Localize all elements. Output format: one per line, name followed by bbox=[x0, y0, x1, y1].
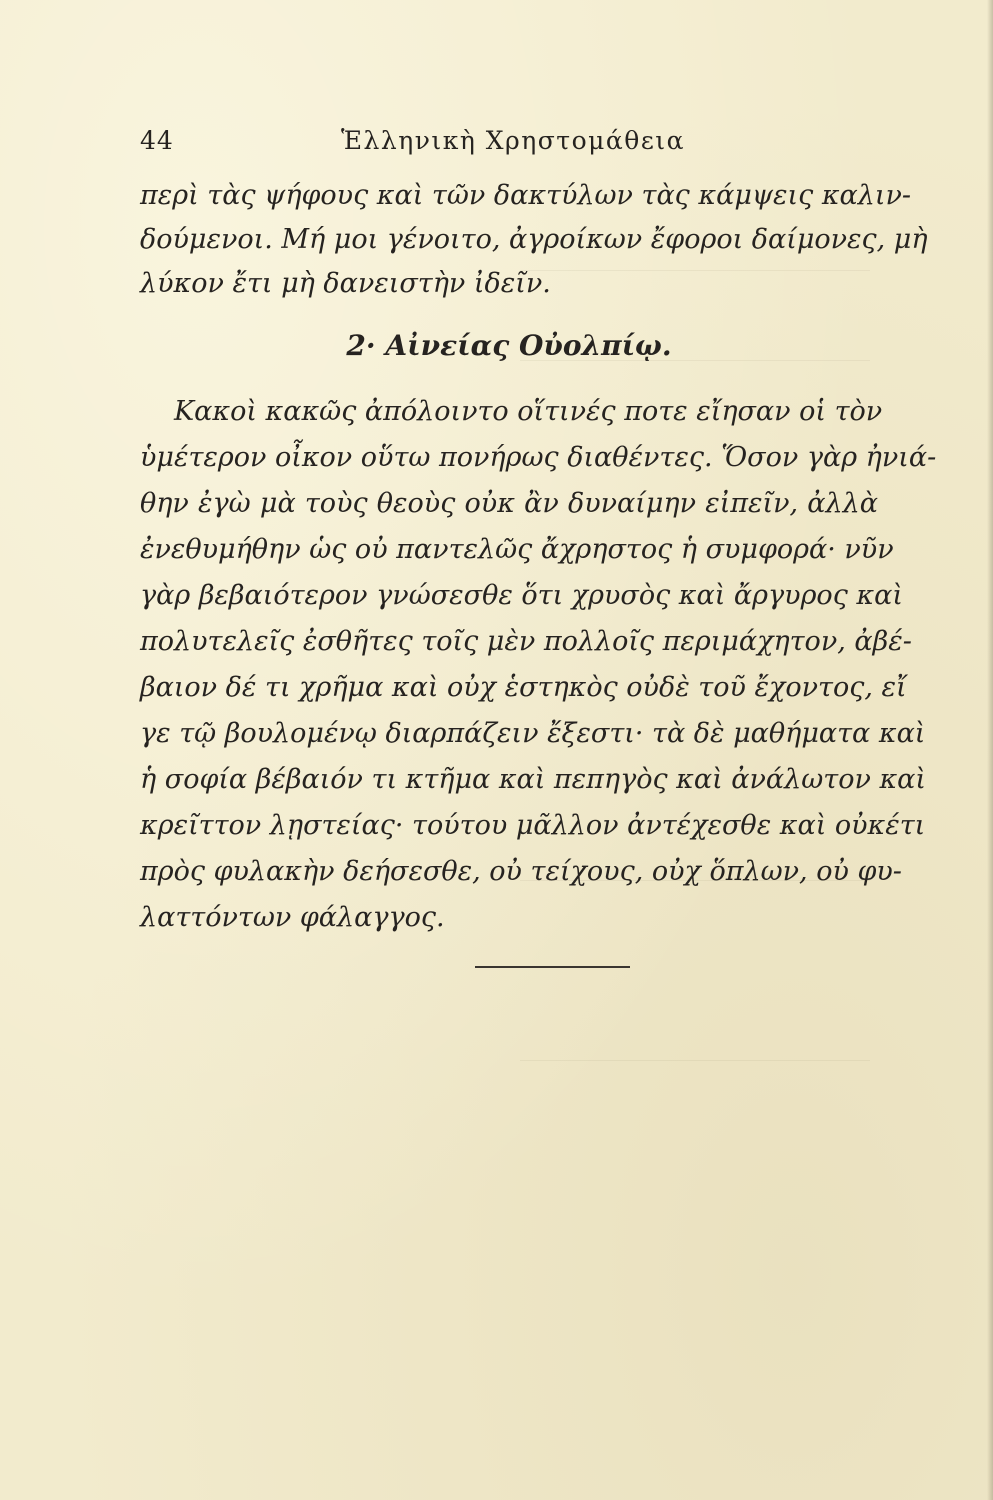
text-line: ἐνεθυμήθην ὡς οὐ παντελῶς ἄχρηστος ἡ συμφορά· νῦν bbox=[140, 534, 894, 565]
text-line: θην ἐγὼ μὰ τοὺς θεοὺς οὐκ ἂν δυναίμην εἰπεῖν, ἀλλὰ bbox=[140, 488, 878, 519]
text-line: ἡ σοφία βέβαιόν τι κτῆμα καὶ πεπηγὸς καὶ ἀνάλωτον καὶ bbox=[140, 764, 927, 795]
text-line: βαιον δέ τι χρῆμα καὶ οὐχ ἑστηκὸς οὐδὲ τοῦ ἔχοντος, εἴ bbox=[140, 672, 907, 703]
page-edge-shadow bbox=[987, 0, 993, 1500]
opening-paragraph bbox=[140, 174, 928, 306]
text-line: λύκον ἔτι μὴ δανειστὴν ἰδεῖν. bbox=[140, 268, 551, 299]
end-rule-divider bbox=[475, 966, 630, 968]
running-head: Ἑλληνικὴ Χρηστομάθεια bbox=[341, 126, 685, 155]
text-line: πολυτελεῖς ἐσθῆτες τοῖς μὲν πολλοῖς περιμάχητον, ἀβέ- bbox=[140, 626, 912, 657]
text-line: πρὸς φυλακὴν δεήσεσθε, οὐ τείχους, οὐχ ὅπλων, οὐ φυ- bbox=[140, 856, 902, 887]
text-line: ὑμέτερον οἶκον οὕτω πονήρως διαθέντες. Ὅσον γὰρ ἠνιά- bbox=[140, 442, 937, 473]
text-line: κρεῖττον λῃστείας· τούτου μᾶλλον ἀντέχεσθε καὶ οὐκέτι bbox=[140, 810, 926, 841]
text-line: Κακοὶ κακῶς ἀπόλοιντο οἵτινές ποτε εἴησαν οἱ τὸν bbox=[174, 396, 883, 427]
bleed-through-mark bbox=[520, 1060, 870, 1061]
page-header bbox=[136, 120, 876, 160]
text-line: δούμενοι. Μή μοι γένοιτο, ἀγροίκων ἔφοροι δαίμονες, μὴ bbox=[140, 224, 928, 255]
text-line: γε τῷ βουλομένῳ διαρπάζειν ἔξεστι· τὰ δὲ μαθήματα καὶ bbox=[140, 718, 926, 749]
page-number: 44 bbox=[140, 126, 174, 155]
section-title: 2· Αἰνείας Οὐολπίῳ. bbox=[346, 329, 672, 362]
text-line: γὰρ βεβαιότερον γνώσεσθε ὅτι χρυσὸς καὶ ἄργυρος καὶ bbox=[140, 580, 903, 611]
text-line: λαττόντων φάλαγγος. bbox=[140, 902, 445, 933]
letter-paragraph bbox=[140, 389, 937, 941]
text-line: περὶ τὰς ψήφους καὶ τῶν δακτύλων τὰς κάμψεις καλιν- bbox=[140, 180, 911, 211]
